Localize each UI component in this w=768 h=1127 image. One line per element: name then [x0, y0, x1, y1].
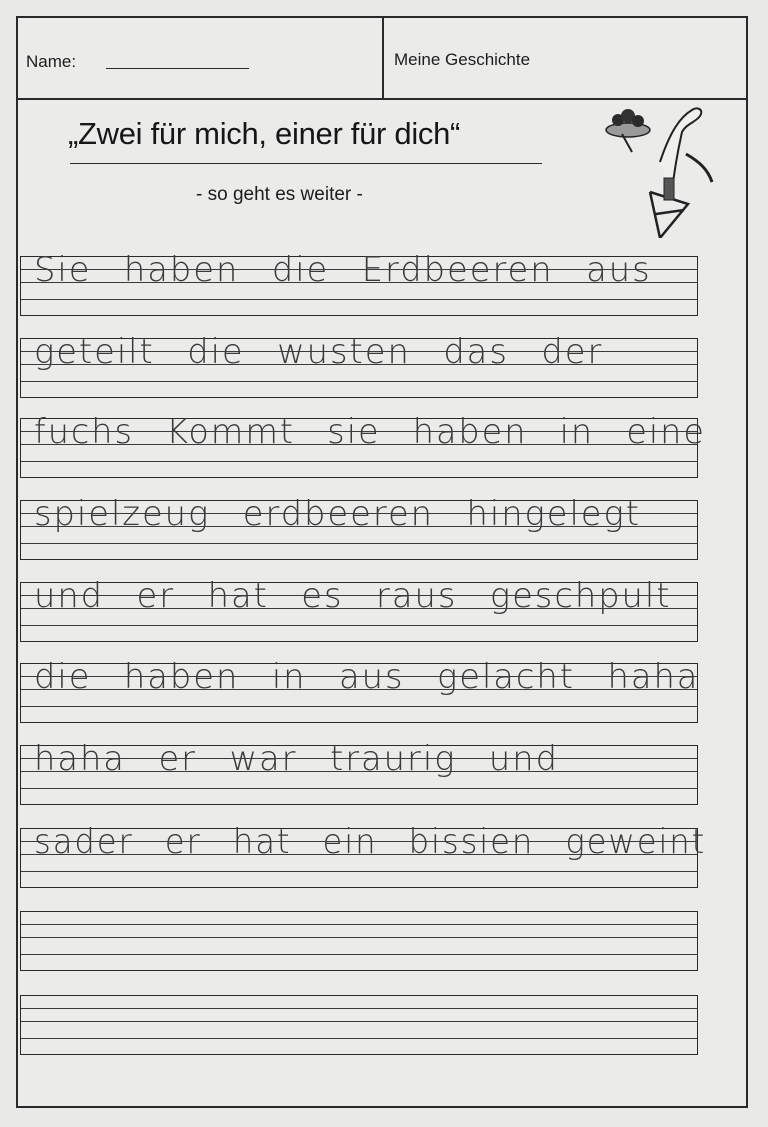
name-cell [18, 18, 384, 98]
handwritten-text [34, 989, 712, 1059]
handwritten-text: sader er hat ein bissien geweint [34, 822, 707, 862]
handwritten-text: fuchs Kommt sie haben in eine [34, 412, 706, 452]
handwritten-text: geteilt die wusten das der [34, 332, 604, 372]
handwritten-text: und er hat es raus geschpult [34, 576, 672, 616]
name-blank-line[interactable] [106, 68, 249, 69]
handwritten-text: haha er war traurig und [34, 739, 559, 779]
title-underline [70, 163, 542, 164]
handwritten-text: die haben in aus gelacht haha [34, 657, 700, 697]
name-label: Name: [26, 52, 77, 71]
handwritten-text: Sie haben die Erdbeeren aus [34, 250, 652, 290]
story-title: „Zwei für mich, einer für dich“ [68, 116, 461, 151]
handwritten-text: spielzeug erdbeeren hingelegt [34, 494, 641, 534]
handwritten-text [34, 905, 712, 975]
header-row [18, 18, 746, 100]
subtitle: - so geht es weiter - [196, 184, 363, 205]
fox-waiter-icon [600, 92, 720, 238]
story-label: Meine Geschichte [394, 50, 531, 69]
